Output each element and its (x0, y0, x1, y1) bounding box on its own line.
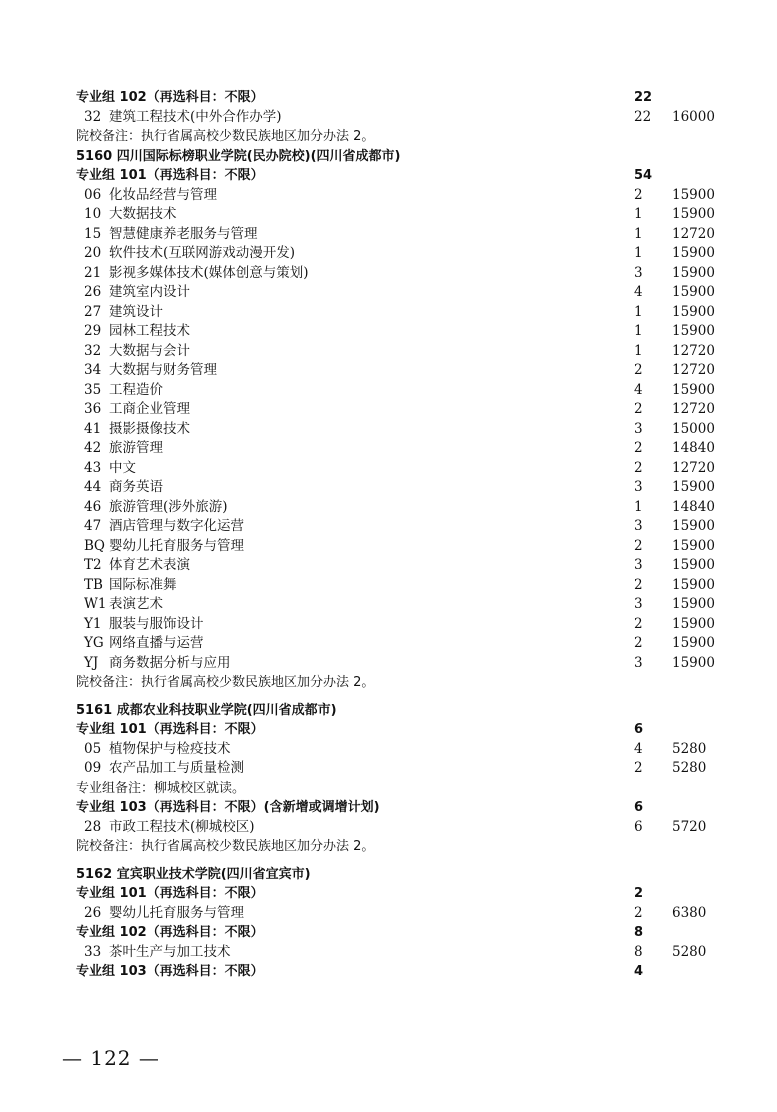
major-entry (84, 556, 190, 576)
major-code: 36 (84, 401, 102, 417)
major-code: TB (84, 576, 103, 593)
major-count: 2 (634, 440, 643, 456)
major-code: YJ (84, 654, 99, 671)
major-count: 2 (634, 635, 643, 651)
major-code: 20 (84, 245, 102, 261)
major-name: 建筑室内设计 (109, 284, 190, 300)
major-code: 34 (84, 362, 102, 378)
major-code: W1 (84, 596, 107, 612)
major-count: 3 (634, 596, 643, 612)
school-name: 5160 四川国际标榜职业学院(民办院校)(四川省成都市) (76, 148, 401, 164)
major-count: 1 (634, 206, 643, 222)
remark-text: 院校备注：执行省属高校少数民族地区加分办法 2。 (76, 675, 375, 690)
major-entry (84, 634, 204, 654)
group-name: 专业组 103（再选科目：不限） (76, 964, 264, 979)
major-entry (84, 361, 217, 381)
group-header (76, 88, 726, 108)
major-count: 1 (634, 498, 643, 515)
major-name: 大数据技术 (109, 206, 177, 222)
major-name: 网络直播与运营 (109, 635, 204, 651)
major-entry (84, 381, 163, 401)
major-name: 中文 (109, 459, 136, 476)
major-count: 1 (634, 225, 643, 242)
major-name: 婴幼儿托育服务与管理 (109, 904, 244, 921)
major-count: 2 (634, 459, 643, 476)
major-code: 05 (84, 740, 102, 757)
major-tuition: 15900 (672, 264, 715, 281)
group-name: 专业组 102（再选科目：不限） (76, 925, 264, 940)
major-code: 26 (84, 904, 102, 921)
section-gap (76, 693, 726, 701)
major-code: 44 (84, 479, 102, 495)
major-code: 35 (84, 381, 102, 398)
major-count: 2 (634, 760, 643, 776)
remark-text: 院校备注：执行省属高校少数民族地区加分办法 2。 (76, 839, 375, 854)
group-name: 专业组 101（再选科目：不限） (76, 886, 264, 901)
major-row (76, 595, 726, 615)
major-count: 4 (634, 740, 643, 757)
major-tuition: 15900 (672, 654, 715, 671)
major-row (76, 205, 726, 225)
major-name: 建筑工程技术(中外合作办学) (109, 108, 282, 125)
admission-plan-list (76, 88, 726, 982)
group-count: 4 (634, 964, 644, 979)
major-tuition: 15900 (672, 635, 715, 651)
major-name: 体育艺术表演 (109, 557, 190, 573)
major-code: BQ (84, 537, 105, 554)
major-count: 2 (634, 904, 643, 921)
major-name: 影视多媒体技术(媒体创意与策划) (109, 264, 309, 281)
major-code: 06 (84, 186, 102, 203)
major-tuition: 12720 (672, 342, 715, 359)
group-header (76, 923, 726, 943)
major-entry (84, 108, 282, 128)
major-code: 21 (84, 264, 102, 281)
school-name: 5162 宜宾职业技术学院(四川省宜宾市) (76, 866, 311, 882)
major-entry (84, 186, 217, 206)
group-count: 22 (634, 90, 653, 105)
major-row (76, 634, 726, 654)
major-tuition: 5280 (672, 760, 707, 776)
major-tuition: 15900 (672, 303, 715, 320)
major-row (76, 283, 726, 303)
major-code: 15 (84, 225, 102, 242)
major-count: 2 (634, 401, 643, 417)
major-entry (84, 459, 136, 479)
major-entry (84, 943, 231, 963)
major-code: 43 (84, 459, 102, 476)
major-tuition: 15900 (672, 557, 715, 573)
major-code: Y1 (84, 615, 102, 632)
remark-line (76, 837, 726, 857)
major-row (76, 759, 726, 779)
group-name: 专业组 102（再选科目：不限） (76, 90, 264, 105)
major-tuition: 15900 (672, 576, 715, 593)
major-entry (84, 283, 190, 303)
major-tuition: 14840 (672, 440, 715, 456)
major-row (76, 361, 726, 381)
group-count: 54 (634, 168, 653, 183)
major-tuition: 15900 (672, 596, 715, 612)
major-entry (84, 342, 190, 362)
major-name: 摄影摄像技术 (109, 420, 190, 437)
major-row (76, 615, 726, 635)
school-header (76, 865, 726, 885)
major-entry (84, 818, 255, 838)
major-tuition: 12720 (672, 362, 715, 378)
major-count: 2 (634, 576, 643, 593)
major-code: 46 (84, 498, 102, 515)
major-name: 化妆品经营与管理 (109, 186, 217, 203)
school-header (76, 147, 726, 167)
major-row (76, 342, 726, 362)
major-code: 42 (84, 440, 102, 456)
major-name: 农产品加工与质量检测 (109, 760, 244, 776)
major-row (76, 478, 726, 498)
major-code: 29 (84, 323, 102, 339)
major-entry (84, 478, 163, 498)
major-row (76, 322, 726, 342)
major-tuition: 5280 (672, 740, 707, 757)
major-tuition: 6380 (672, 904, 707, 921)
major-code: 41 (84, 420, 102, 437)
major-entry (84, 498, 228, 518)
major-count: 8 (634, 943, 643, 960)
major-name: 工商企业管理 (109, 401, 190, 417)
major-entry (84, 537, 244, 557)
major-code: 47 (84, 518, 102, 534)
major-tuition: 15000 (672, 420, 715, 437)
major-name: 园林工程技术 (109, 323, 190, 339)
major-entry (84, 420, 190, 440)
major-tuition: 12720 (672, 225, 715, 242)
major-name: 酒店管理与数字化运营 (109, 518, 244, 534)
major-entry (84, 517, 244, 537)
major-code: 32 (84, 342, 102, 359)
group-name: 专业组 101（再选科目：不限） (76, 168, 264, 183)
major-row (76, 303, 726, 323)
major-tuition: 15900 (672, 381, 715, 398)
major-row (76, 498, 726, 518)
major-tuition: 15900 (672, 206, 715, 222)
remark-text: 院校备注：执行省属高校少数民族地区加分办法 2。 (76, 129, 375, 144)
major-entry (84, 322, 190, 342)
major-count: 1 (634, 245, 643, 261)
major-count: 3 (634, 654, 643, 671)
major-row (76, 186, 726, 206)
major-row (76, 517, 726, 537)
major-name: 茶叶生产与加工技术 (109, 943, 231, 960)
major-name: 服装与服饰设计 (109, 615, 204, 632)
major-name: 旅游管理(涉外旅游) (109, 498, 228, 515)
remark-text: 专业组备注：柳城校区就读。 (76, 780, 246, 796)
major-entry (84, 244, 295, 264)
major-row (76, 537, 726, 557)
major-count: 1 (634, 342, 643, 359)
remark-line (76, 127, 726, 147)
major-code: 27 (84, 303, 102, 320)
major-tuition: 5720 (672, 818, 707, 835)
major-count: 1 (634, 303, 643, 320)
major-tuition: 15900 (672, 537, 715, 554)
major-tuition: 12720 (672, 401, 715, 417)
major-entry (84, 654, 231, 674)
group-header (76, 884, 726, 904)
group-count: 8 (634, 925, 644, 940)
major-count: 4 (634, 284, 643, 300)
major-count: 6 (634, 818, 643, 835)
major-name: 商务数据分析与应用 (109, 654, 231, 671)
major-row (76, 654, 726, 674)
major-count: 2 (634, 615, 643, 632)
major-count: 2 (634, 537, 643, 554)
major-row (76, 400, 726, 420)
group-count: 6 (634, 800, 644, 815)
group-count: 6 (634, 722, 644, 737)
major-code: 28 (84, 818, 102, 835)
major-count: 2 (634, 362, 643, 378)
major-name: 大数据与财务管理 (109, 362, 217, 378)
major-name: 婴幼儿托育服务与管理 (109, 537, 244, 554)
group-header (76, 798, 726, 818)
major-count: 2 (634, 186, 643, 203)
major-entry (84, 205, 177, 225)
major-entry (84, 225, 258, 245)
major-tuition: 15900 (672, 615, 715, 632)
major-code: 26 (84, 284, 102, 300)
major-row (76, 459, 726, 479)
major-entry (84, 595, 163, 615)
major-tuition: 5280 (672, 943, 707, 960)
major-entry (84, 615, 204, 635)
major-entry (84, 576, 177, 596)
major-name: 大数据与会计 (109, 342, 190, 359)
major-tuition: 15900 (672, 245, 715, 261)
major-code: 33 (84, 943, 102, 960)
major-count: 22 (634, 108, 652, 125)
major-tuition: 14840 (672, 498, 715, 515)
major-tuition: 15900 (672, 186, 715, 203)
major-count: 3 (634, 264, 643, 281)
major-name: 表演艺术 (109, 596, 163, 612)
major-name: 市政工程技术(柳城校区) (109, 818, 255, 835)
remark-line (76, 673, 726, 693)
major-entry (84, 264, 309, 284)
major-name: 旅游管理 (109, 440, 163, 456)
major-name: 智慧健康养老服务与管理 (109, 225, 258, 242)
group-header (76, 166, 726, 186)
major-tuition: 15900 (672, 284, 715, 300)
group-name: 专业组 101（再选科目：不限） (76, 722, 264, 737)
major-row (76, 439, 726, 459)
major-entry (84, 439, 163, 459)
major-code: YG (84, 635, 104, 651)
major-code: T2 (84, 557, 102, 573)
major-name: 植物保护与检疫技术 (109, 740, 231, 757)
major-entry (84, 303, 163, 323)
major-tuition: 15900 (672, 479, 715, 495)
major-entry (84, 759, 244, 779)
major-code: 32 (84, 108, 102, 125)
school-name: 5161 成都农业科技职业学院(四川省成都市) (76, 702, 337, 718)
section-gap (76, 857, 726, 865)
major-name: 软件技术(互联网游戏动漫开发) (109, 245, 296, 261)
major-tuition: 12720 (672, 459, 715, 476)
major-row (76, 818, 726, 838)
group-name: 专业组 103（再选科目：不限）(含新增或调增计划) (76, 800, 380, 815)
major-row (76, 381, 726, 401)
major-name: 建筑设计 (109, 303, 163, 320)
major-count: 3 (634, 518, 643, 534)
major-tuition: 15900 (672, 323, 715, 339)
major-row (76, 576, 726, 596)
major-row (76, 420, 726, 440)
major-row (76, 225, 726, 245)
major-row (76, 108, 726, 128)
major-row (76, 943, 726, 963)
remark-line (76, 779, 726, 799)
major-count: 1 (634, 323, 643, 339)
major-row (76, 740, 726, 760)
major-row (76, 264, 726, 284)
major-tuition: 16000 (672, 108, 715, 125)
major-count: 4 (634, 381, 643, 398)
major-row (76, 556, 726, 576)
major-count: 3 (634, 420, 643, 437)
major-count: 3 (634, 479, 643, 495)
group-count: 2 (634, 886, 644, 901)
major-row (76, 904, 726, 924)
major-name: 国际标准舞 (109, 576, 177, 593)
group-header (76, 962, 726, 982)
major-tuition: 15900 (672, 518, 715, 534)
major-row (76, 244, 726, 264)
major-name: 商务英语 (109, 479, 163, 495)
group-header (76, 720, 726, 740)
major-entry (84, 740, 231, 760)
major-entry (84, 904, 244, 924)
major-name: 工程造价 (109, 381, 163, 398)
major-code: 09 (84, 760, 102, 776)
major-entry (84, 400, 190, 420)
major-code: 10 (84, 206, 102, 222)
school-header (76, 701, 726, 721)
page-number: — 122 — (62, 1046, 160, 1070)
major-count: 3 (634, 557, 643, 573)
